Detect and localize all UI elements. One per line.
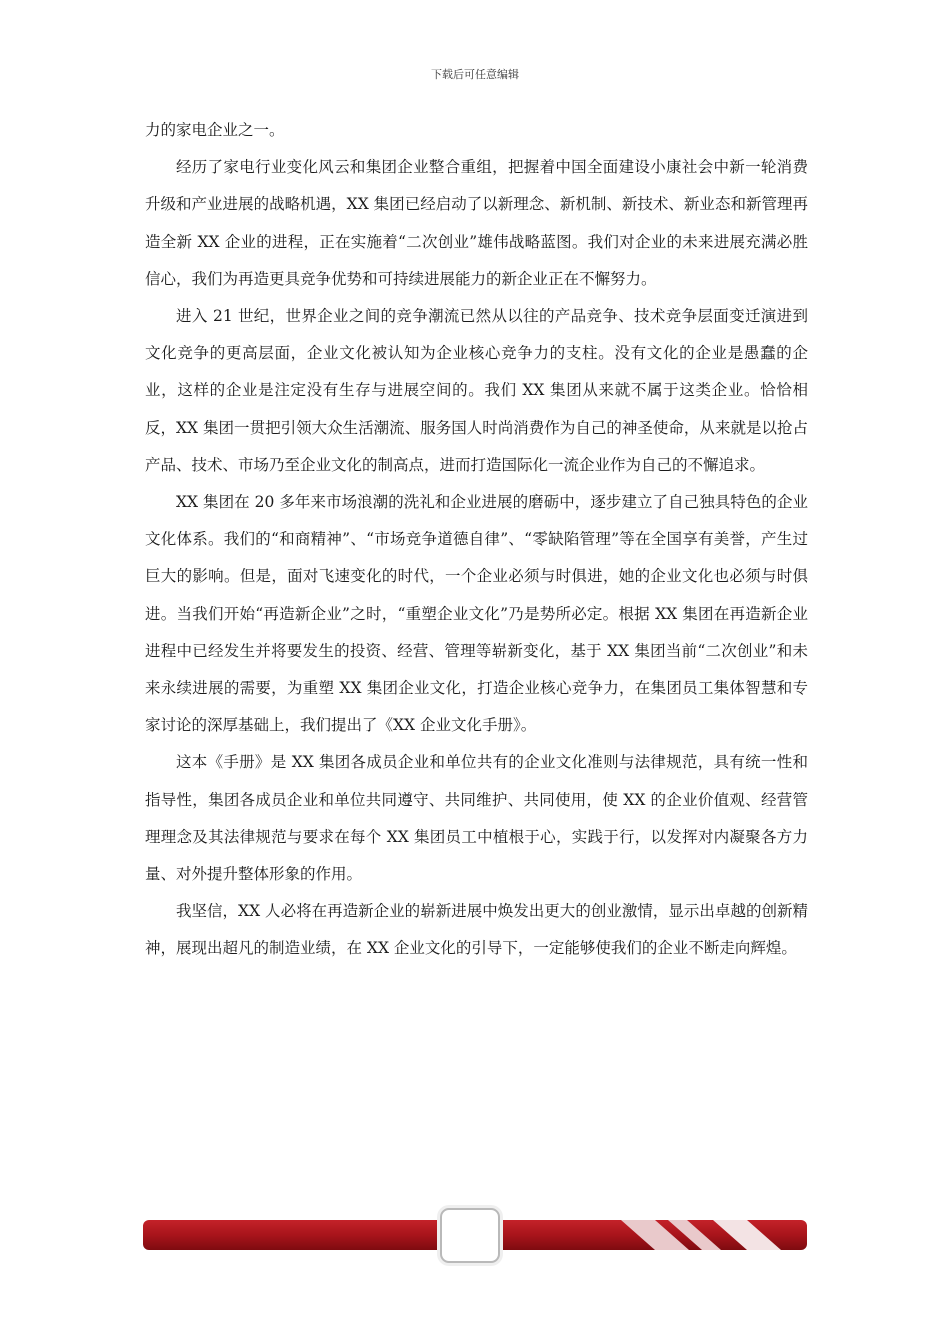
document-body <box>145 112 808 968</box>
paragraph-3: 进入 21 世纪，世界企业之间的竞争潮流已然从以往的产品竞争、技术竞争层面变迁演进到文化竞争的更高层面，企业文化被认知为企业核心竞争力的支柱。没有文化的企业是愚蠢的企业，这样的企业是注定没有生存与进展空间的。我们 XX 集团从来就不属于这类企业。恰恰相反，XX 集团一贯把引领大众生活潮流、服务国人时尚消费作为自己的神圣使命，从来就是以抢占产品、技术、市场乃至企业文化的制高点，进而打造国际化一流企业作为自己的不懈追求。 <box>145 307 808 474</box>
paragraph-4: XX 集团在 20 多年来市场浪潮的洗礼和企业进展的磨砺中，逐步建立了自己独具特色的企业文化体系。我们的“和商精神”、“市场竞争道德自律”、“零缺陷管理”等在全国享有美誉，产生过巨大的影响。但是，面对飞速变化的时代，一个企业必须与时俱进，她的企业文化也必须与时俱进。当我们开始“再造新企业”之时，“重塑企业文化”乃是势所必定。根据 XX 集团在再造新企业进程中已经发生并将要发生的投资、经营、管理等崭新变化，基于 XX 集团当前“二次创业”和未来永续进展的需要，为重塑 XX 集团企业文化，打造企业核心竞争力，在集团员工集体智慧和专家讨论的深厚基础上，我们提出了《XX 企业文化手册》。 <box>145 493 808 735</box>
paragraph-1: 力的家电企业之一。 <box>145 121 285 139</box>
page-number-box <box>440 1208 500 1263</box>
header-note: 下载后可任意编辑 <box>431 68 519 81</box>
paragraph-2: 经历了家电行业变化风云和集团企业整合重组，把握着中国全面建设小康社会中新一轮消费升级和产业进展的战略机遇，XX 集团已经启动了以新理念、新机制、新技术、新业态和新管理再造全新 XX 企业的进程，正在实施着“二次创业”雄伟战略蓝图。我们对企业的未来进展充满必胜信心，我们为再造更具竞争优势和可持续进展能力的新企业正在不懈努力。 <box>145 158 808 288</box>
footer-decoration <box>143 1208 807 1268</box>
paragraph-6: 我坚信，XX 人必将在再造新企业的崭新进展中焕发出更大的创业激情，显示出卓越的创新精神，展现出超凡的制造业绩，在 XX 企业文化的引导下，一定能够使我们的企业不断走向辉煌。 <box>145 902 808 958</box>
paragraph-5: 这本《手册》是 XX 集团各成员企业和单位共有的企业文化准则与法律规范，具有统一性和指导性，集团各成员企业和单位共同遵守、共同维护、共同使用，使 XX 的企业价值观、经营管理理念及其法律规范与要求在每个 XX 集团员工中植根于心，实践于行，以发挥对内凝聚各方力量、对外提升整体形象的作用。 <box>145 753 808 884</box>
